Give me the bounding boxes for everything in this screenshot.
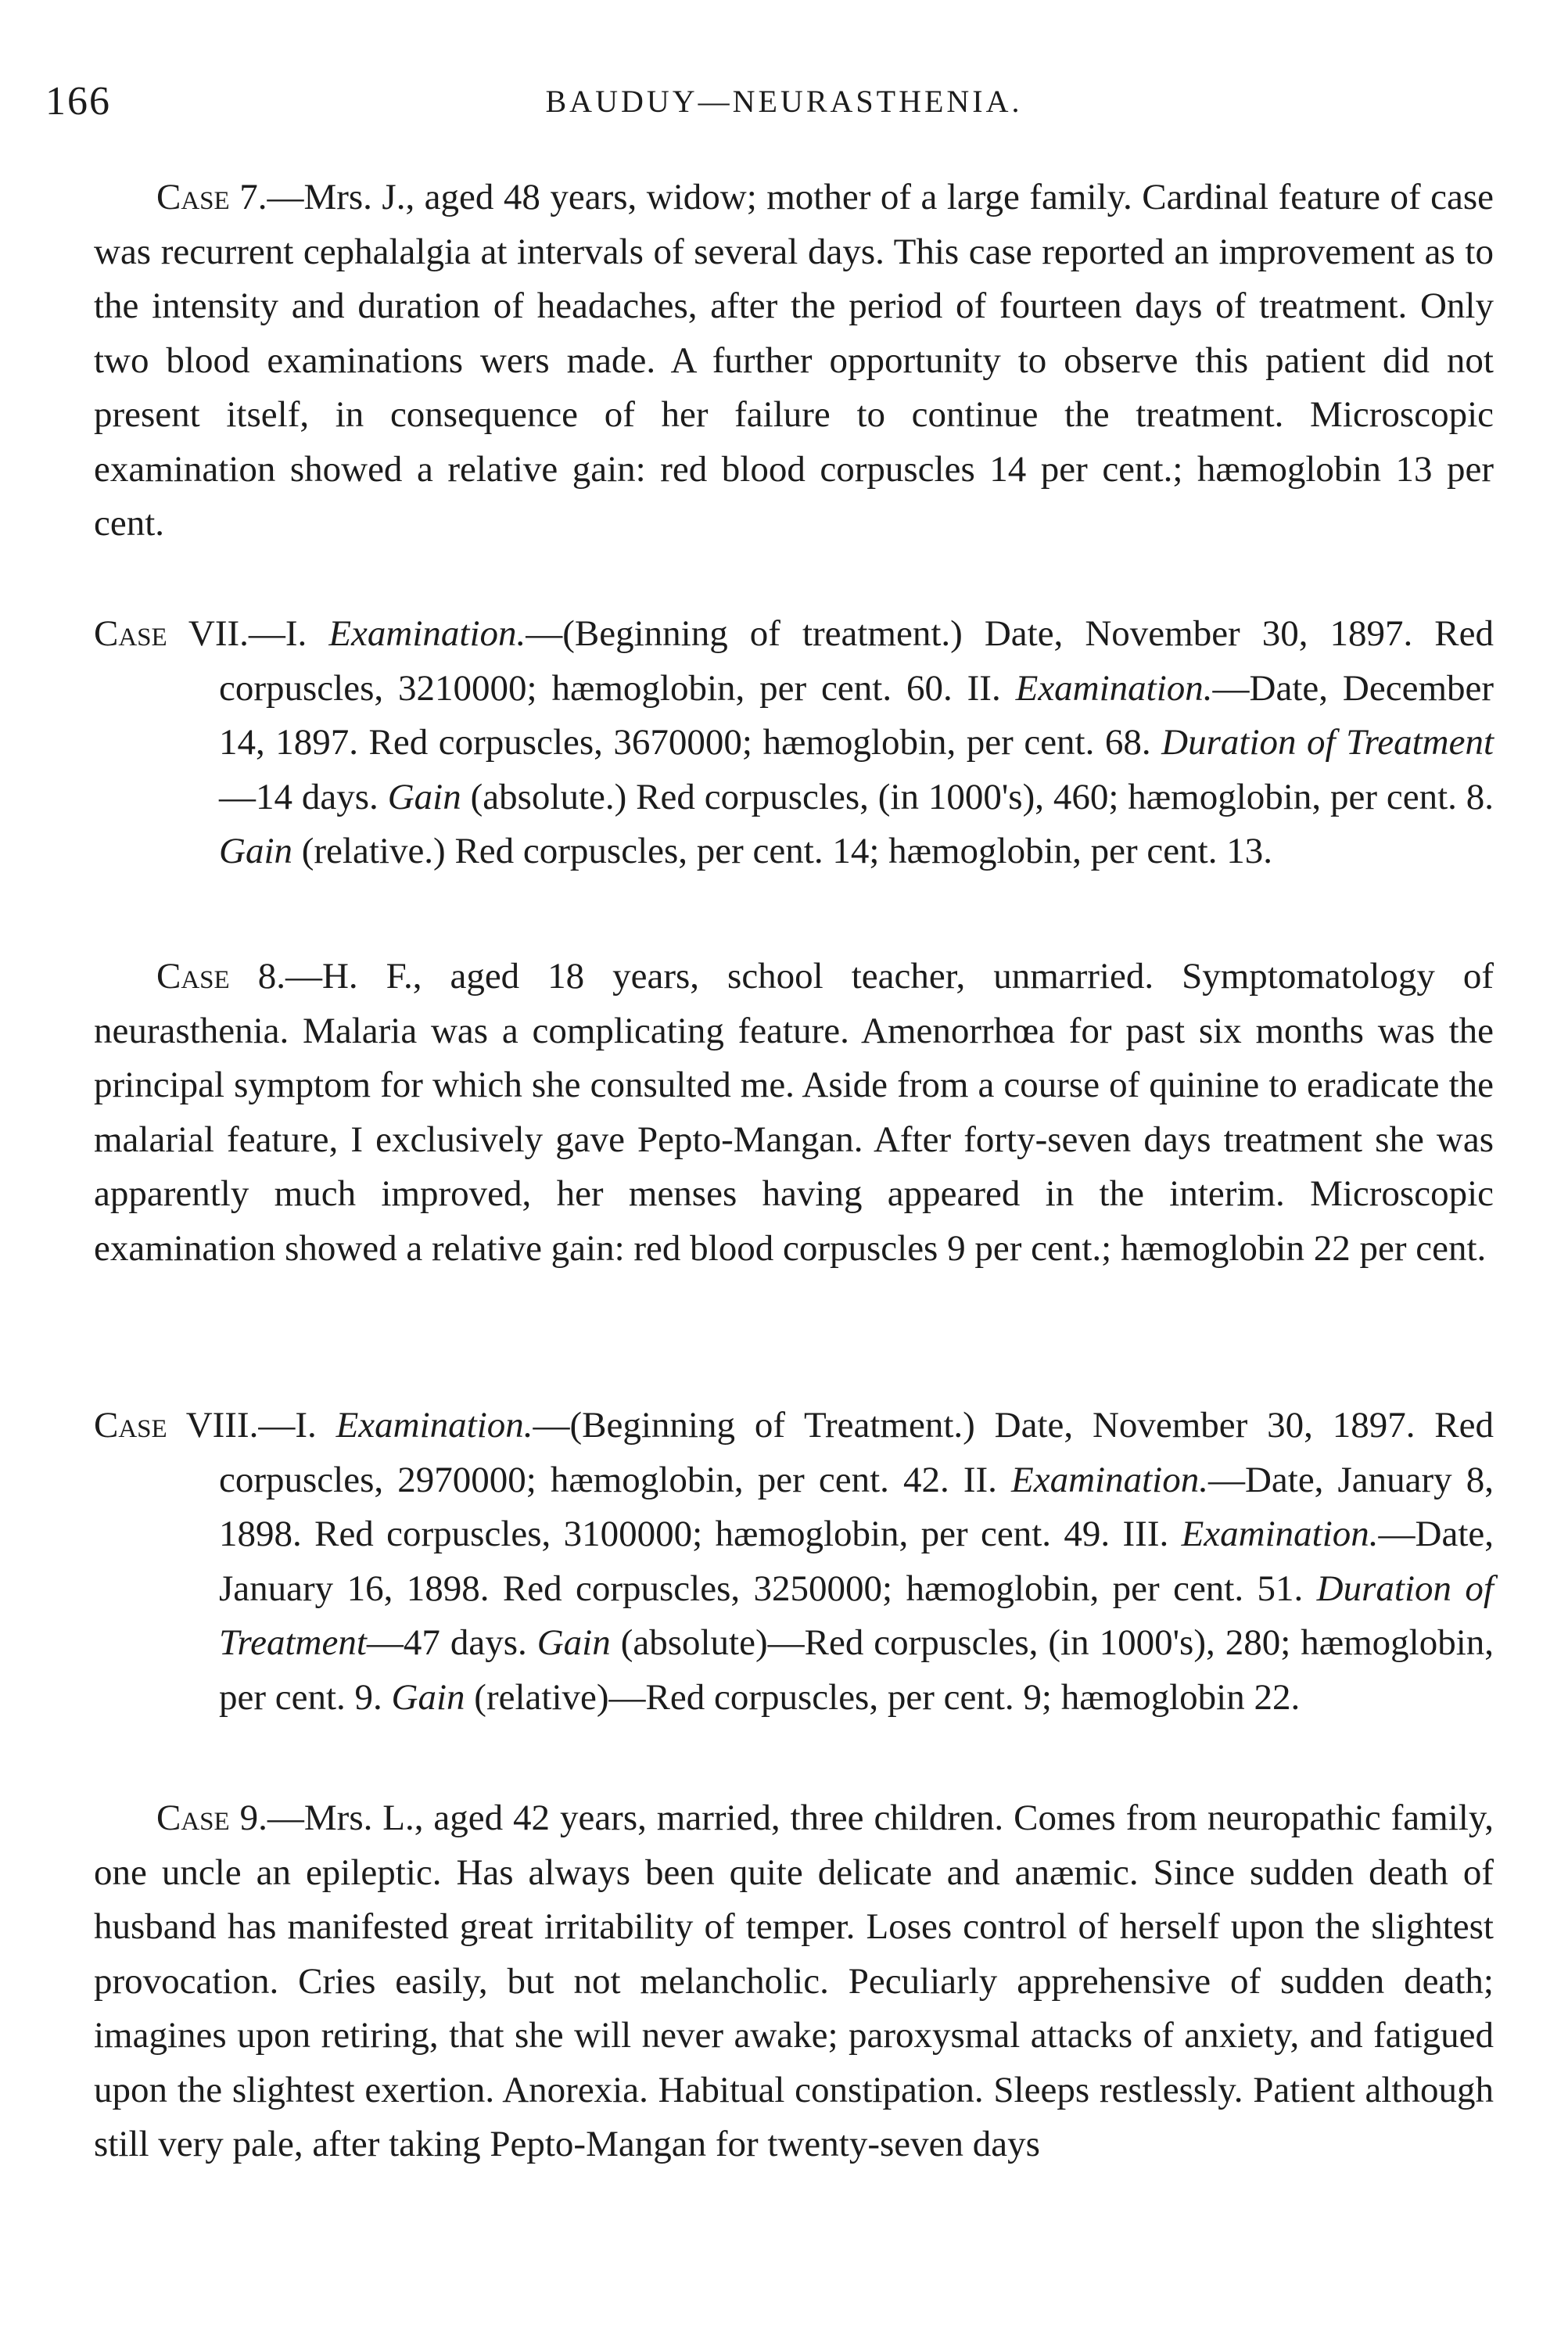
examination-1-label: Examination. [335, 1405, 533, 1446]
case-body: Cardinal feature of case was recurrent cephalalgia at intervals of several days. This case reported an improvement as to the intensity and duration of headaches, after the period of fourteen days of treatment. Only two blood examinations wers made. A further opportunity to observe this patient did not present itself, in consequence of her failure to continue the treatment. Microscopic examination showed a relative gain: red blood corpuscles 14 per cent.; hæmoglobin 13 per cent. [94, 177, 1494, 544]
case-heading: 7.—Mrs. J., aged 48 years, widow; mother of a large family. [239, 177, 1132, 217]
duration-label: Duration of Treatment [219, 1568, 1494, 1663]
report-label: Case [94, 1405, 167, 1446]
page-number: 166 [45, 79, 111, 124]
case-heading: 9.—Mrs. L., aged 42 years, married, three children. [239, 1798, 1004, 1838]
case-heading: 8.—H. F., aged 18 years, school teacher, unmarried. [257, 956, 1154, 997]
report-numeral: VII.—I. [188, 613, 307, 654]
examination-2-text: —Date, January 8, 1898. Red corpuscles, 3100000; hæmoglobin, per cent. 49. [219, 1459, 1494, 1554]
examination-2-label: Examination. [1015, 667, 1213, 709]
gain-absolute-label: Gain [536, 1622, 611, 1663]
case-label: Case [156, 956, 230, 997]
examination-1-text: —(Beginning of treatment.) Date, November 30, 1897. Red corpuscles, 3210000; hæmoglobin, per cent. 60. [219, 613, 1494, 709]
case-body: Comes from neuropathic family, one uncle an epileptic. Has always been quite delicate and anæmic. Since sudden death of husband has manifested great irritability of temper. Loses control of herself upon the slightest provocation. Cries easily, but not melancholic. Peculiarly apprehensive of sudden death; imagines upon retiring, that she will never awake; paroxysmal attacks of anxiety, and fatigued upon the slightest exertion. Anorexia. Habitual constipation. Sleeps restlessly. Patient although still very pale, after taking Pepto-Mangan for twenty-seven days [94, 1798, 1494, 2164]
examination-2-numeral: II. [967, 667, 1001, 709]
examination-1-text: —(Beginning of Treatment.) Date, November 30, 1897. Red corpuscles, 2970000; hæmoglobin, per cent. 42. [219, 1405, 1494, 1500]
running-head: BAUDUY—NEURASTHENIA. [545, 84, 1023, 119]
gain-absolute-text: (absolute.) Red corpuscles, (in 1000's), 460; hæmoglobin, per cent. 8. [470, 776, 1494, 817]
gain-relative-text: (relative.) Red corpuscles, per cent. 14; hæmoglobin, per cent. 13. [301, 831, 1272, 871]
examination-2-numeral: II. [963, 1459, 997, 1500]
case-label: Case [156, 177, 230, 217]
examination-3-numeral: III. [1122, 1514, 1169, 1554]
case-7-paragraph [94, 171, 1494, 551]
gain-relative-label: Gain [219, 831, 292, 871]
gain-relative-text: (relative)—Red corpuscles, per cent. 9; hæmoglobin 22. [474, 1676, 1301, 1718]
gain-relative-label: Gain [391, 1676, 465, 1718]
examination-3-label: Examination. [1181, 1514, 1379, 1554]
case-body: Symptomatology of neurasthenia. Malaria was a complicating feature. Amenorrhœa for past six months was the principal symptom for which she consulted me. Aside from a course of quinine to eradicate the malarial feature, I exclusively gave Pepto-Mangan. After forty-seven days treatment she was apparently much improved, her menses having appeared in the interim. Microscopic examination showed a relative gain: red blood corpuscles 9 per cent.; hæmoglobin 22 per cent. [94, 956, 1494, 1269]
duration-text: —14 days. [219, 776, 379, 817]
case-viii-blood-report [94, 1399, 1494, 1725]
examination-3-text: —Date, January 16, 1898. Red corpuscles, 3250000; hæmoglobin, per cent. 51. [219, 1514, 1494, 1609]
case-9-paragraph [94, 1791, 1494, 2172]
report-label: Case [94, 613, 167, 654]
duration-label: Duration of Treatment [1161, 722, 1494, 763]
examination-2-label: Examination. [1011, 1459, 1208, 1500]
examination-1-label: Examination. [328, 613, 526, 654]
case-8-paragraph [94, 950, 1494, 1276]
examination-2-text: —Date, December 14, 1897. Red corpuscles, 3670000; hæmoglobin, per cent. 68. [219, 667, 1494, 763]
page-header [0, 78, 1568, 125]
gain-absolute-label: Gain [387, 776, 461, 817]
gain-absolute-text: (absolute)—Red corpuscles, (in 1000's), 280; hæmoglobin, per cent. 9. [219, 1622, 1494, 1718]
case-vii-blood-report [94, 607, 1494, 879]
report-numeral: VIII.—I. [185, 1405, 317, 1446]
case-label: Case [156, 1798, 230, 1838]
duration-text: —47 days. [366, 1622, 527, 1663]
